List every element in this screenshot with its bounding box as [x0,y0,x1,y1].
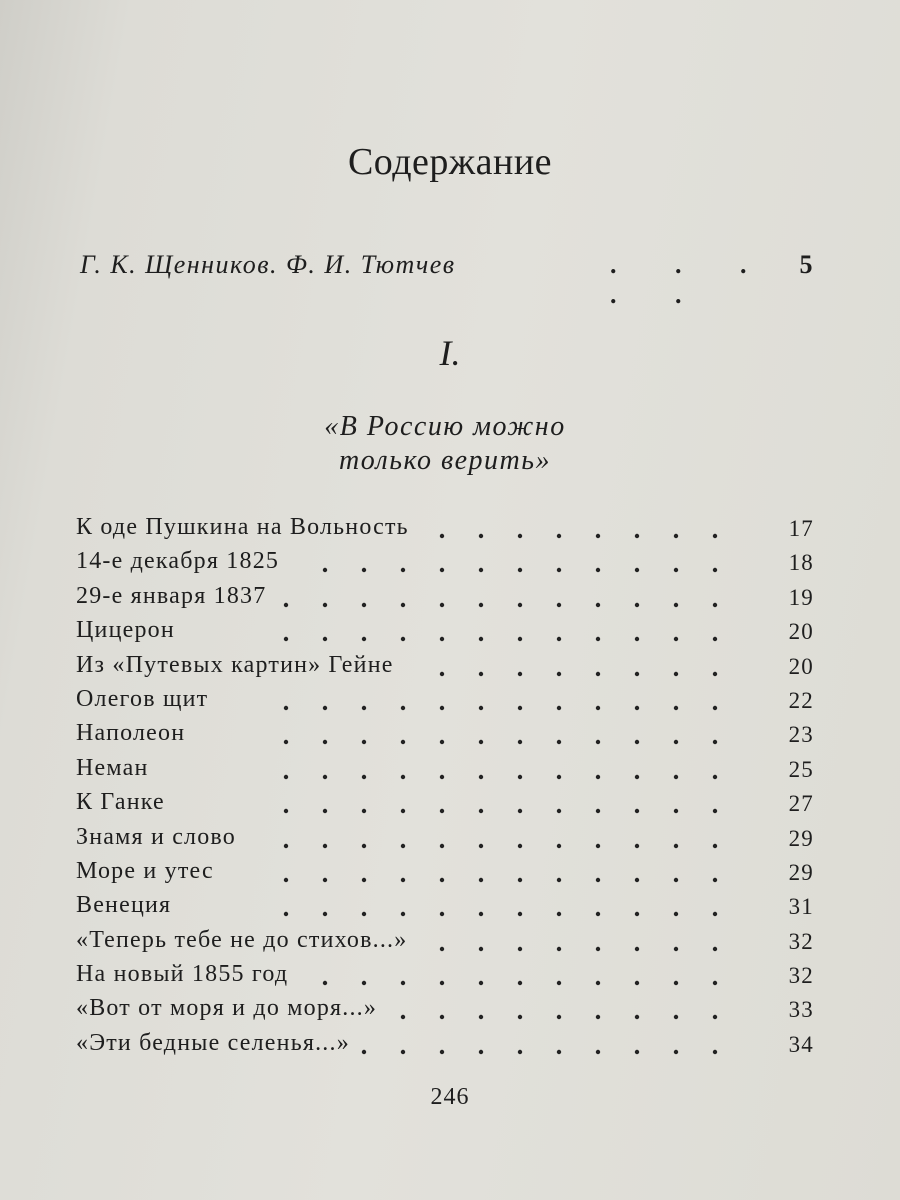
leader-dot [557,1015,561,1019]
leader-dot [518,603,522,607]
leader-dot [635,671,639,675]
toc-entry-leader [298,959,756,989]
leader-dot [479,981,483,985]
toc-entry-page: 29 [788,825,814,851]
leader-dot [713,534,717,538]
leader-dot [401,775,405,779]
toc-entry [76,753,818,787]
leader-dot [713,843,717,847]
toc-entry-leader [181,890,756,920]
leader-dot [284,912,288,916]
leader-dot [518,568,522,572]
leader-dot [596,775,600,779]
toc-entry-page: 34 [788,1031,814,1057]
leader-dot [674,1050,678,1054]
page-title: Содержание [347,141,553,183]
toc-entry-page: 20 [788,653,814,679]
leader-dot [479,946,483,950]
toc-entry-page: 31 [788,894,814,920]
leader-dot [713,1050,717,1054]
leader-dot [557,775,561,779]
leader-dot [479,1050,483,1054]
leader-dot [323,878,327,882]
leader-dot [362,568,366,572]
leader-dot [674,878,678,882]
toc-entry [76,925,818,959]
leader-dot [518,1050,522,1054]
leader-dot [323,775,327,779]
leader-dot [557,843,561,847]
toc-entry-leader [417,925,756,955]
toc-entry-page: 23 [788,722,814,748]
leader-dot [323,740,327,744]
leader-dot [518,706,522,710]
leader-dot [284,637,288,641]
toc-entry-page: 27 [788,791,814,817]
leader-dot [596,603,600,607]
leader-dot [479,671,483,675]
leader-dot [323,568,327,572]
leader-dot [635,912,639,916]
leader-dot [674,706,678,710]
intro-entry-page: 5 [799,250,814,279]
leader-dot [362,603,366,607]
section-title-line-2: только верить» [338,445,552,476]
leader-dot [401,568,405,572]
toc-entry-leader [246,822,756,852]
leader-dot [440,1015,444,1019]
leader-dot [713,981,717,985]
leader-dot [323,603,327,607]
leader-dot [596,843,600,847]
leader-dot [557,740,561,744]
toc-entry-page: 29 [788,859,814,885]
leader-dot [401,981,405,985]
leader-dot [674,671,678,675]
leader-dot [440,981,444,985]
leader-dot [440,568,444,572]
toc-entry-title: Неман [76,754,149,781]
toc-entry [76,546,818,580]
leader-dot [479,740,483,744]
table-of-contents [76,512,818,1062]
leader-dot [362,912,366,916]
toc-entry-page: 33 [788,997,814,1023]
toc-entry-title: Море и утес [76,857,214,884]
leader-dot [362,775,366,779]
leader-dot [518,534,522,538]
leader-dot [440,603,444,607]
leader-dot [635,946,639,950]
leader-dot [635,534,639,538]
leader-dot [713,1015,717,1019]
leader-dot [440,843,444,847]
toc-entry-page: 19 [788,584,814,610]
page-number: 246 [430,1084,470,1110]
leader-dot [557,912,561,916]
toc-entry-leader [276,581,756,611]
leader-dot [401,1050,405,1054]
leader-dot [479,568,483,572]
toc-entry [76,615,818,649]
leader-dot [557,946,561,950]
toc-entry [76,822,818,856]
leader-dot [557,637,561,641]
toc-entry-title: К оде Пушкина на Вольность [76,514,409,540]
intro-entry-title: Г. К. Щенников. Ф. И. Тютчев [80,250,456,279]
leader-dot [440,809,444,813]
toc-entry-leader [360,1028,756,1058]
leader-dot [479,843,483,847]
toc-entry-leader [404,650,756,680]
leader-dot [596,809,600,813]
toc-entry-leader [185,615,756,645]
leader-dot [557,534,561,538]
leader-dot [635,843,639,847]
leader-dot [713,775,717,779]
toc-entry-title: Венеция [76,892,172,919]
section-title [0,410,890,478]
intro-entry [80,250,820,309]
toc-entry-page: 18 [788,550,814,576]
leader-dot [635,603,639,607]
toc-entry [76,650,818,684]
toc-entry [76,512,818,546]
leader-dot [284,706,288,710]
leader-dot [557,706,561,710]
toc-entry [76,890,818,924]
leader-dot [479,775,483,779]
leader-dot [674,603,678,607]
leader-dot [518,740,522,744]
leader-dot [674,809,678,813]
leader-dot [596,637,600,641]
leader-dot [518,912,522,916]
leader-dot [635,637,639,641]
leader-dot [596,981,600,985]
leader-dot [401,809,405,813]
section-title-line-1: «В Россию можно [324,411,566,442]
leader-dot [674,912,678,916]
leader-dot [362,637,366,641]
leader-dot [440,878,444,882]
toc-entry-leader [289,546,756,576]
leader-dot [284,809,288,813]
leader-dot [440,775,444,779]
leader-dot [284,740,288,744]
toc-entry-title: Знамя и слово [76,823,236,850]
leader-dot [518,1015,522,1019]
leader-dot [713,809,717,813]
leader-dot [401,912,405,916]
leader-dot [362,1050,366,1054]
leader-dot [401,740,405,744]
leader-dot [713,671,717,675]
toc-entry-title: На новый 1855 год [76,961,289,988]
leader-dot [440,946,444,950]
leader-dot [557,809,561,813]
leader-dot [479,809,483,813]
leader-dot [518,637,522,641]
toc-entry [76,993,818,1027]
leader-dot [674,775,678,779]
leader-dot [401,843,405,847]
toc-entry-leader [218,684,756,714]
leader-dot [674,637,678,641]
toc-entry-leader [224,856,756,886]
leader-dot [713,740,717,744]
toc-entry-title: 29-е января 1837 [76,582,267,609]
leader-dot [635,878,639,882]
leader-dot [713,878,717,882]
toc-entry [76,1028,818,1062]
leader-dot [284,775,288,779]
leader-dot [518,809,522,813]
leader-dot [674,946,678,950]
leader-dot [284,878,288,882]
leader-dot [401,878,405,882]
leader-dot [401,1015,405,1019]
leader-dot [713,946,717,950]
toc-entry-leader [419,512,756,542]
leader-dot [557,878,561,882]
leader-dot [635,706,639,710]
toc-entry [76,959,818,993]
toc-entry-leader [175,787,756,817]
leader-dot [674,568,678,572]
toc-entry [76,787,818,821]
leader-dot [596,878,600,882]
leader-dot [635,740,639,744]
toc-entry-title: Из «Путевых картин» Гейне [76,651,394,678]
toc-entry-title: Цицерон [76,617,175,644]
leader-dot [674,534,678,538]
toc-entry [76,684,818,718]
leader-dot [323,981,327,985]
leader-dot [635,568,639,572]
leader-dot [518,843,522,847]
toc-entry-title: 14-е декабря 1825 [76,548,280,575]
leader-dot [284,843,288,847]
toc-entry [76,856,818,890]
leader-dot [323,706,327,710]
leader-dot [674,1015,678,1019]
leader-dot [557,603,561,607]
toc-entry-page: 32 [788,928,814,954]
leader-dot [713,706,717,710]
leader-dot [596,1050,600,1054]
leader-dot [479,637,483,641]
leader-dot [713,637,717,641]
part-number: I. [439,333,461,373]
toc-entry-title: «Вот от моря и до моря...» [76,995,378,1022]
leader-dot [362,878,366,882]
toc-entry-page: 32 [788,963,814,989]
leader-dot [479,1015,483,1019]
leader-dot [479,878,483,882]
toc-entry [76,581,818,615]
toc-entry [76,718,818,752]
leader-dot [674,740,678,744]
toc-entry-title: Наполеон [76,720,186,747]
leader-dot [635,775,639,779]
leader-dot [440,671,444,675]
leader-dot [557,671,561,675]
leader-dot [674,843,678,847]
toc-entry-page: 22 [788,687,814,713]
leader-dot [323,809,327,813]
leader-dot [479,603,483,607]
toc-entry-page: 25 [788,756,814,782]
leader-dot [440,534,444,538]
leader-dot [518,946,522,950]
leader-dot [518,775,522,779]
toc-entry-page: 17 [788,516,814,541]
leader-dot [323,843,327,847]
leader-dot [401,706,405,710]
toc-entry-title: Олегов щит [76,685,209,712]
toc-entry-leader [159,753,756,783]
intro-entry-leader: . . . . . [610,250,773,309]
leader-dot [596,912,600,916]
leader-dot [596,671,600,675]
leader-dot [713,568,717,572]
leader-dot [557,1050,561,1054]
leader-dot [674,981,678,985]
leader-dot [635,809,639,813]
leader-dot [440,912,444,916]
leader-dot [440,706,444,710]
toc-entry-title: «Эти бедные селенья...» [76,1029,350,1056]
leader-dot [596,706,600,710]
leader-dot [284,603,288,607]
leader-dot [596,568,600,572]
leader-dot [713,912,717,916]
leader-dot [479,534,483,538]
leader-dot [362,706,366,710]
leader-dot [518,671,522,675]
leader-dot [401,637,405,641]
leader-dot [362,740,366,744]
leader-dot [440,740,444,744]
leader-dot [362,981,366,985]
toc-entry-page: 20 [788,619,814,645]
leader-dot [440,1050,444,1054]
leader-dot [596,946,600,950]
leader-dot [635,1015,639,1019]
toc-entry-title: К Ганке [76,789,165,816]
leader-dot [479,912,483,916]
leader-dot [635,1050,639,1054]
leader-dot [440,637,444,641]
toc-entry-leader [387,993,756,1023]
leader-dot [401,603,405,607]
leader-dot [713,603,717,607]
leader-dot [518,878,522,882]
leader-dot [479,706,483,710]
leader-dot [323,912,327,916]
leader-dot [557,981,561,985]
leader-dot [635,981,639,985]
leader-dot [323,637,327,641]
leader-dot [557,568,561,572]
leader-dot [596,740,600,744]
toc-entry-leader [195,718,756,748]
leader-dot [596,1015,600,1019]
leader-dot [362,843,366,847]
toc-entry-title: «Теперь тебе не до стихов...» [76,926,408,953]
leader-dot [596,534,600,538]
leader-dot [518,981,522,985]
leader-dot [362,809,366,813]
